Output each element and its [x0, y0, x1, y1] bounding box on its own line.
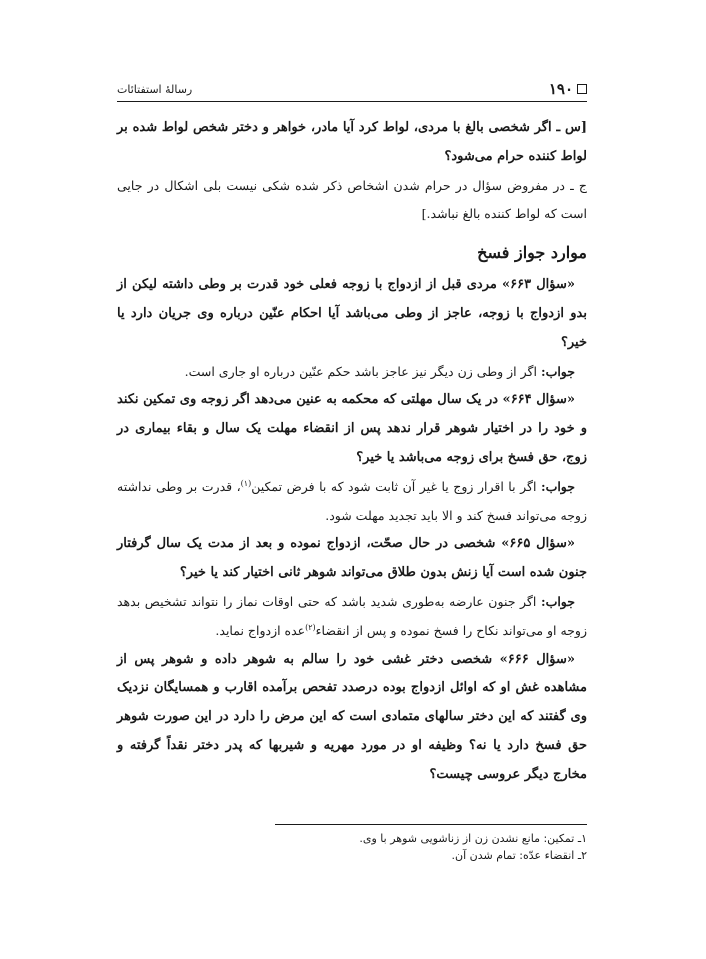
answer-label: جواب: [540, 363, 575, 379]
answer-paragraph: ج ـ در مفروض سؤال در حرام شدن اشخاص ذکر شده شکی نیست بلی اشکال در جایی است که لواط کننده بالغ نباشد.] [117, 177, 587, 222]
footnote-marker: (۲) [305, 622, 316, 632]
page-number-text: ۱۹۰ [548, 80, 573, 98]
answer-label: جواب: [540, 593, 575, 609]
answer-665 [117, 588, 587, 646]
question-663: «سؤال ۶۶۳» مردی قبل از ازدواج با زوجه فعلی خود قدرت بر وطی داشته لیکن از بدو ازدواج با زوجه، عاجز از وطی می‌باشد آیا احکام عنّین درباره وی جریان دارد یا خیر؟ [117, 277, 587, 350]
question-666: «سؤال ۶۶۶» شخصی دختر غشی خود را سالم به شوهر داده و شوهر پس از مشاهده غش او که اوائل ازدواج بوده درصدد تفحص برآمده اقارب و همسایگان نزدیک وی گفتند که این دختر سالهای متمادی است که این مرض را دارد در این صورت شوهر حق فسخ دارد یا نه؟ وظیفه او در مورد مهریه و شیربها که پدر دختر نقداً گرفته و مخارج دیگر عروسی چیست؟ [117, 651, 587, 782]
footnotes [117, 830, 587, 864]
header-divider [117, 101, 587, 102]
footnote-item: ۱ـ تمکین: مانع نشدن زن از زناشویی شوهر با وی. [359, 832, 587, 845]
page-number [549, 80, 587, 98]
page-body [117, 114, 587, 790]
section-title: موارد جواز فسخ [477, 243, 587, 263]
question-664: «سؤال ۶۶۴» در یک سال مهلتی که محکمه به عنین می‌دهد اگر زوجه وی تمکین نکند و خود را در اختیار شوهر قرار ندهد پس از انقضاء مهلت یک سال و بقاء بیماری در زوج، حق فسخ برای زوجه می‌باشد یا خیر؟ [117, 392, 587, 465]
footnote-item: ۲ـ انقضاء عدّه: تمام شدن آن. [451, 849, 587, 862]
answer-label: جواب: [540, 478, 575, 494]
answer-text: ، قدرت بر وطی نداشته زوجه می‌تواند فسخ کند و الا باید تجدید مهلت شود. [117, 478, 587, 523]
answer-text: اگر از وطی زن دیگر نیز عاجز باشد حکم عنّین درباره او جاری است. [184, 363, 537, 379]
square-bullet-icon [577, 84, 587, 94]
answer-text: عده ازدواج نماید. [215, 622, 306, 638]
page-header [117, 80, 587, 98]
answer-663 [117, 358, 587, 387]
footnote-divider [275, 824, 587, 825]
question-paragraph: [س ـ اگر شخصی بالغ با مردی، لواط کرد آیا مادر، خواهر و دختر شخص لواط شده بر لواط کننده حرام می‌شود؟ [117, 120, 587, 164]
answer-text: اگر جنون عارضه به‌طوری شدید باشد که حتی اوقات نماز را نتواند تشخیص بدهد زوجه او می‌تواند نکاح را فسخ نموده و پس از انقضاء [117, 593, 587, 638]
book-title: رسالهٔ استفتائات [117, 82, 193, 96]
answer-text: اگر با اقرار زوج یا غیر آن ثابت شود که با فرض تمکین [251, 478, 537, 494]
footnote-marker: (۱) [240, 478, 252, 488]
question-665: «سؤال ۶۶۵» شخصی در حال صحّت، ازدواج نموده و بعد از مدت یک سال گرفتار جنون شده است آیا زنش بدون طلاق می‌تواند شوهر ثانی اختیار کند یا خیر؟ [117, 536, 587, 581]
answer-664 [117, 473, 587, 531]
